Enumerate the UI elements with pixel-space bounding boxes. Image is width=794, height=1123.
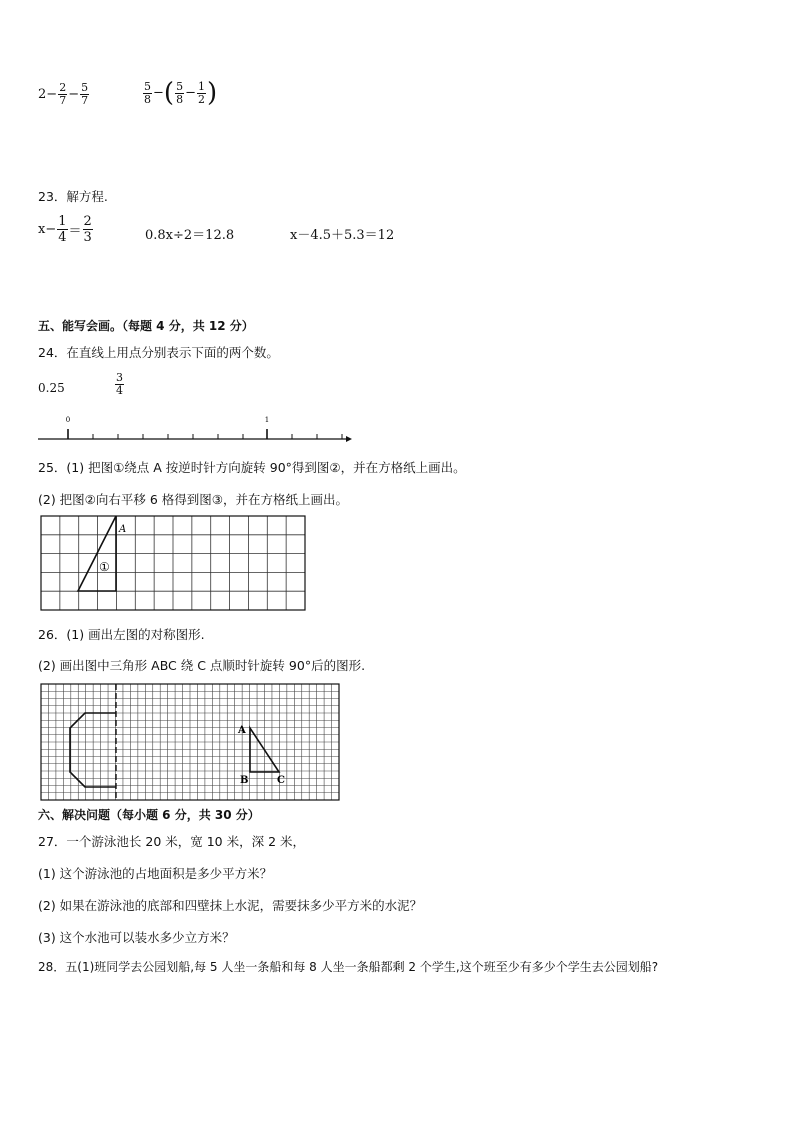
close-paren: ): [206, 78, 218, 108]
number-three-quarters: $\frac{3}{4}$: [116, 371, 123, 397]
section-6-heading: 六、解决问题（每小题 6 分，共 30 分）: [38, 808, 260, 822]
question-23-title: 23．解方程.: [38, 189, 108, 204]
fraction: $\frac{2}{7}$: [59, 81, 67, 107]
number-line: [36, 412, 356, 446]
minus-sign: −: [68, 87, 80, 102]
grid-25: [40, 515, 308, 613]
triangle-label-b: B: [240, 775, 249, 786]
question-25-part-1: 25．(1) 把图①绕点 A 按逆时针方向旋转 90°得到图②，并在方格纸上画出。: [38, 460, 466, 475]
expr1-lead: 2: [38, 87, 47, 102]
fraction: $\frac{5}{8}$: [144, 79, 151, 106]
figure-1-label: ①: [99, 560, 110, 574]
fraction: $\frac{5}{7}$: [81, 81, 89, 107]
question-27-text: 27．一个游泳池长 20 米，宽 10 米，深 2 米，: [38, 834, 306, 849]
section-5-heading: 五、能写会画。（每题 4 分，共 12 分）: [38, 319, 254, 333]
grid-26-lines: [41, 684, 339, 800]
arrow-head-icon: [346, 436, 352, 442]
minus-sign: −: [46, 87, 58, 102]
question-27-sub-1: (1) 这个游泳池的占地面积是多少平方米？: [38, 866, 273, 881]
question-26-part-1: 26．(1) 画出左图的对称图形.: [38, 627, 205, 642]
equation-1: x− $\frac{1}{4}$ ＝ $\frac{2}{3}$: [38, 214, 92, 245]
tick-label-zero: 0: [65, 416, 71, 424]
number-line-ticks: [68, 434, 342, 439]
question-27-sub-3: (3) 这个水池可以装水多少立方米？: [38, 930, 235, 945]
equation-3: x－4.5＋5.3＝12: [290, 228, 395, 243]
equation-2: 0.8x÷2＝12.8: [145, 228, 235, 243]
question-27-sub-2: (2) 如果在游泳池的底部和四壁抹上水泥，需要抹多少平方米的水泥？: [38, 898, 423, 913]
fraction: $\frac{1}{2}$: [197, 79, 205, 106]
expression-2: [142, 80, 217, 106]
expression-1: [38, 82, 90, 107]
grid-25-lines: [41, 516, 305, 610]
point-a-label: A: [119, 524, 127, 535]
triangle-label-a: A: [238, 725, 246, 736]
minus-sign: −: [153, 85, 164, 101]
fraction: $\frac{1}{4}$: [58, 214, 67, 245]
minus-sign: −: [185, 85, 196, 101]
tick-label-one: 1: [264, 416, 270, 424]
open-paren: (: [163, 78, 175, 108]
number-0-25: 0.25: [38, 381, 65, 395]
question-24-text: 24．在直线上用点分别表示下面的两个数。: [38, 345, 279, 360]
fraction: $\frac{2}{3}$: [83, 214, 92, 245]
triangle-label-c: C: [277, 775, 285, 786]
question-26-part-2: (2) 画出图中三角形 ABC 绕 C 点顺时针旋转 90°后的图形.: [38, 658, 366, 673]
question-25-part-2: (2) 把图②向右平移 6 格得到图③，并在方格纸上画出。: [38, 492, 348, 507]
grid-26: [40, 683, 342, 803]
fraction: $\frac{5}{8}$: [176, 79, 184, 106]
question-28-text: 28．五(1)班同学去公园划船,每 5 人坐一条船和每 8 人坐一条船都剩 2 个学生,这个班至少有多少个学生去公园划船?: [38, 960, 659, 974]
